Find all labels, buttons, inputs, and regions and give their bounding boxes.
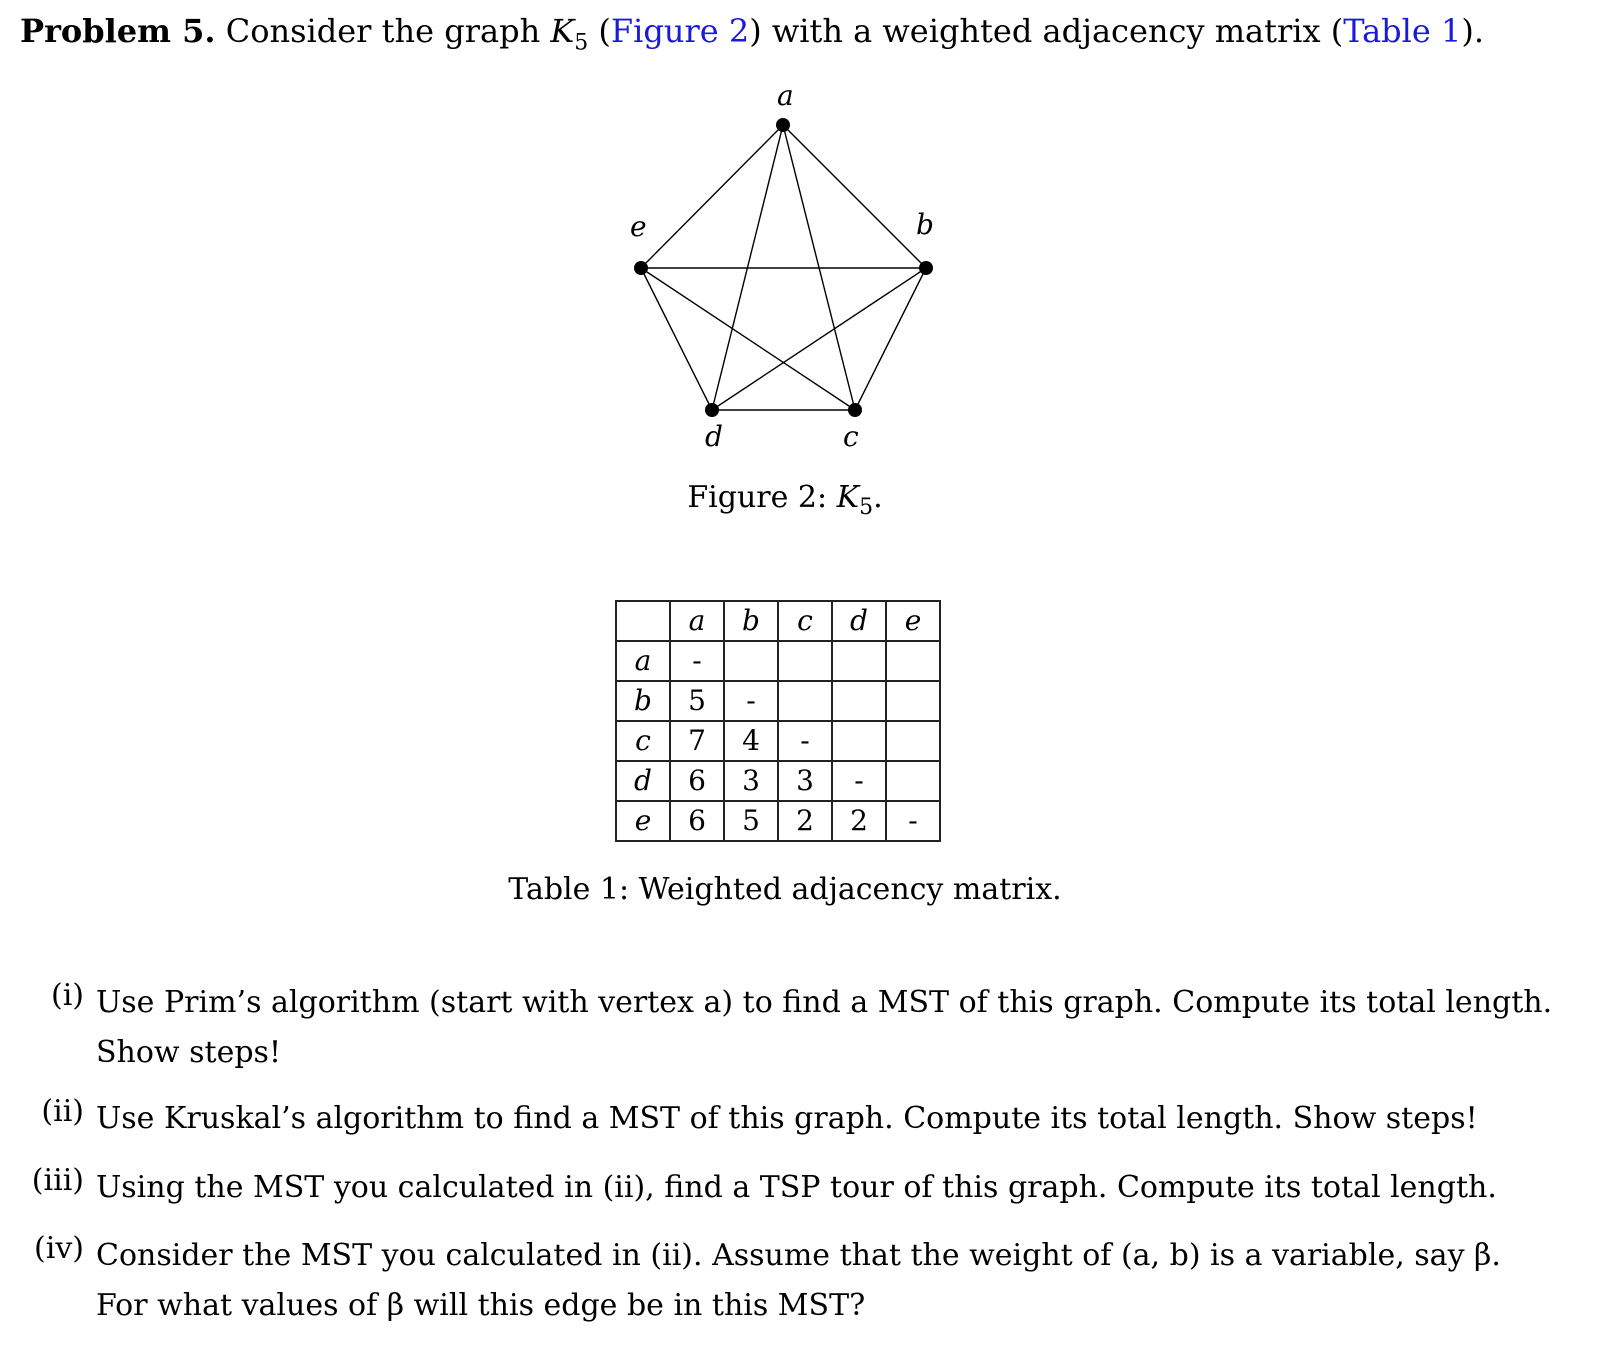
column-header: b	[724, 601, 778, 641]
table-cell: 3	[724, 761, 778, 801]
edge-a-b	[783, 125, 926, 268]
table-cell: -	[724, 681, 778, 721]
table-row	[616, 801, 940, 841]
table-cell: 2	[778, 801, 832, 841]
graph-name: K	[550, 12, 575, 50]
table-cell: 5	[724, 801, 778, 841]
figure-reference-link[interactable]: Figure 2	[610, 12, 750, 50]
k5-graph-figure	[600, 78, 980, 458]
table-cell	[886, 761, 940, 801]
edge-b-c	[855, 268, 926, 410]
question-number: (ii)	[41, 1094, 84, 1129]
figure-caption-suffix: .	[873, 480, 883, 515]
table-cell	[886, 641, 940, 681]
table-cell: -	[670, 641, 724, 681]
table-row	[616, 721, 940, 761]
table-cell: 5	[670, 681, 724, 721]
table-cell: 2	[832, 801, 886, 841]
table-cell	[724, 641, 778, 681]
row-header: c	[616, 721, 670, 761]
table-cell: 7	[670, 721, 724, 761]
figure-caption-prefix: Figure 2:	[687, 480, 828, 515]
edge-b-d	[712, 268, 926, 410]
table-reference-link[interactable]: Table 1	[1343, 12, 1462, 50]
vertex-b	[919, 261, 933, 275]
column-header: a	[670, 601, 724, 641]
table-cell	[886, 721, 940, 761]
vertex-label-b: b	[916, 208, 934, 241]
vertex-label-d: d	[705, 420, 723, 453]
table-corner-cell	[616, 601, 670, 641]
question-number: (i)	[50, 978, 84, 1013]
table-header-row	[616, 601, 940, 641]
edge-d-e	[641, 268, 712, 410]
problem-text-2: (	[588, 12, 611, 50]
row-header: e	[616, 801, 670, 841]
table-cell	[832, 641, 886, 681]
question-number: (iv)	[34, 1231, 84, 1266]
table-cell	[778, 641, 832, 681]
problem-statement	[20, 8, 1484, 66]
column-header: d	[832, 601, 886, 641]
table-cell: 6	[670, 761, 724, 801]
vertex-d	[705, 403, 719, 417]
table-cell: 3	[778, 761, 832, 801]
figure-caption-subscript: 5	[859, 495, 874, 520]
table-cell: 4	[724, 721, 778, 761]
figure-caption	[0, 480, 1570, 520]
row-header: d	[616, 761, 670, 801]
table-cell: -	[832, 761, 886, 801]
problem-text-4: ).	[1461, 12, 1484, 50]
vertex-label-a: a	[777, 79, 794, 112]
table-row	[616, 681, 940, 721]
table-caption: Table 1: Weighted adjacency matrix.	[508, 872, 1062, 907]
table-row	[616, 761, 940, 801]
question-text: Use Prim’s algorithm (start with vertex a) to find a MST of this graph. Compute its total length. Show steps!	[96, 985, 1553, 1070]
question-text: Using the MST you calculated in (ii), find a TSP tour of this graph. Compute its total length.	[96, 1170, 1497, 1205]
vertex-label-c: c	[843, 420, 859, 453]
problem-label: Problem 5.	[20, 12, 216, 50]
vertex-c	[848, 403, 862, 417]
table-row	[616, 641, 940, 681]
vertex-label-e: e	[630, 210, 647, 243]
edge-c-e	[641, 268, 855, 410]
figure-caption-name: K	[836, 480, 860, 515]
adjacency-matrix-table	[615, 600, 941, 842]
row-header: a	[616, 641, 670, 681]
question-text: Consider the MST you calculated in (ii). Assume that the weight of (a, b) is a variable, say β. For what values of β will this edge be in this MST?	[96, 1238, 1501, 1323]
column-header: e	[886, 601, 940, 641]
table-cell: -	[778, 721, 832, 761]
edge-a-e	[641, 125, 783, 268]
problem-text-3: ) with a weighted adjacency matrix (	[749, 12, 1344, 50]
question-text: Use Kruskal’s algorithm to find a MST of this graph. Compute its total length. Show steps!	[96, 1101, 1478, 1136]
vertex-e	[634, 261, 648, 275]
question-number: (iii)	[31, 1163, 84, 1198]
table-cell: 6	[670, 801, 724, 841]
table-cell	[886, 681, 940, 721]
table-cell	[778, 681, 832, 721]
table-cell	[832, 681, 886, 721]
problem-text-1: Consider the graph	[225, 12, 551, 50]
table-cell: -	[886, 801, 940, 841]
column-header: c	[778, 601, 832, 641]
graph-subscript: 5	[574, 30, 589, 56]
row-header: b	[616, 681, 670, 721]
vertex-a	[776, 118, 790, 132]
table-cell	[832, 721, 886, 761]
